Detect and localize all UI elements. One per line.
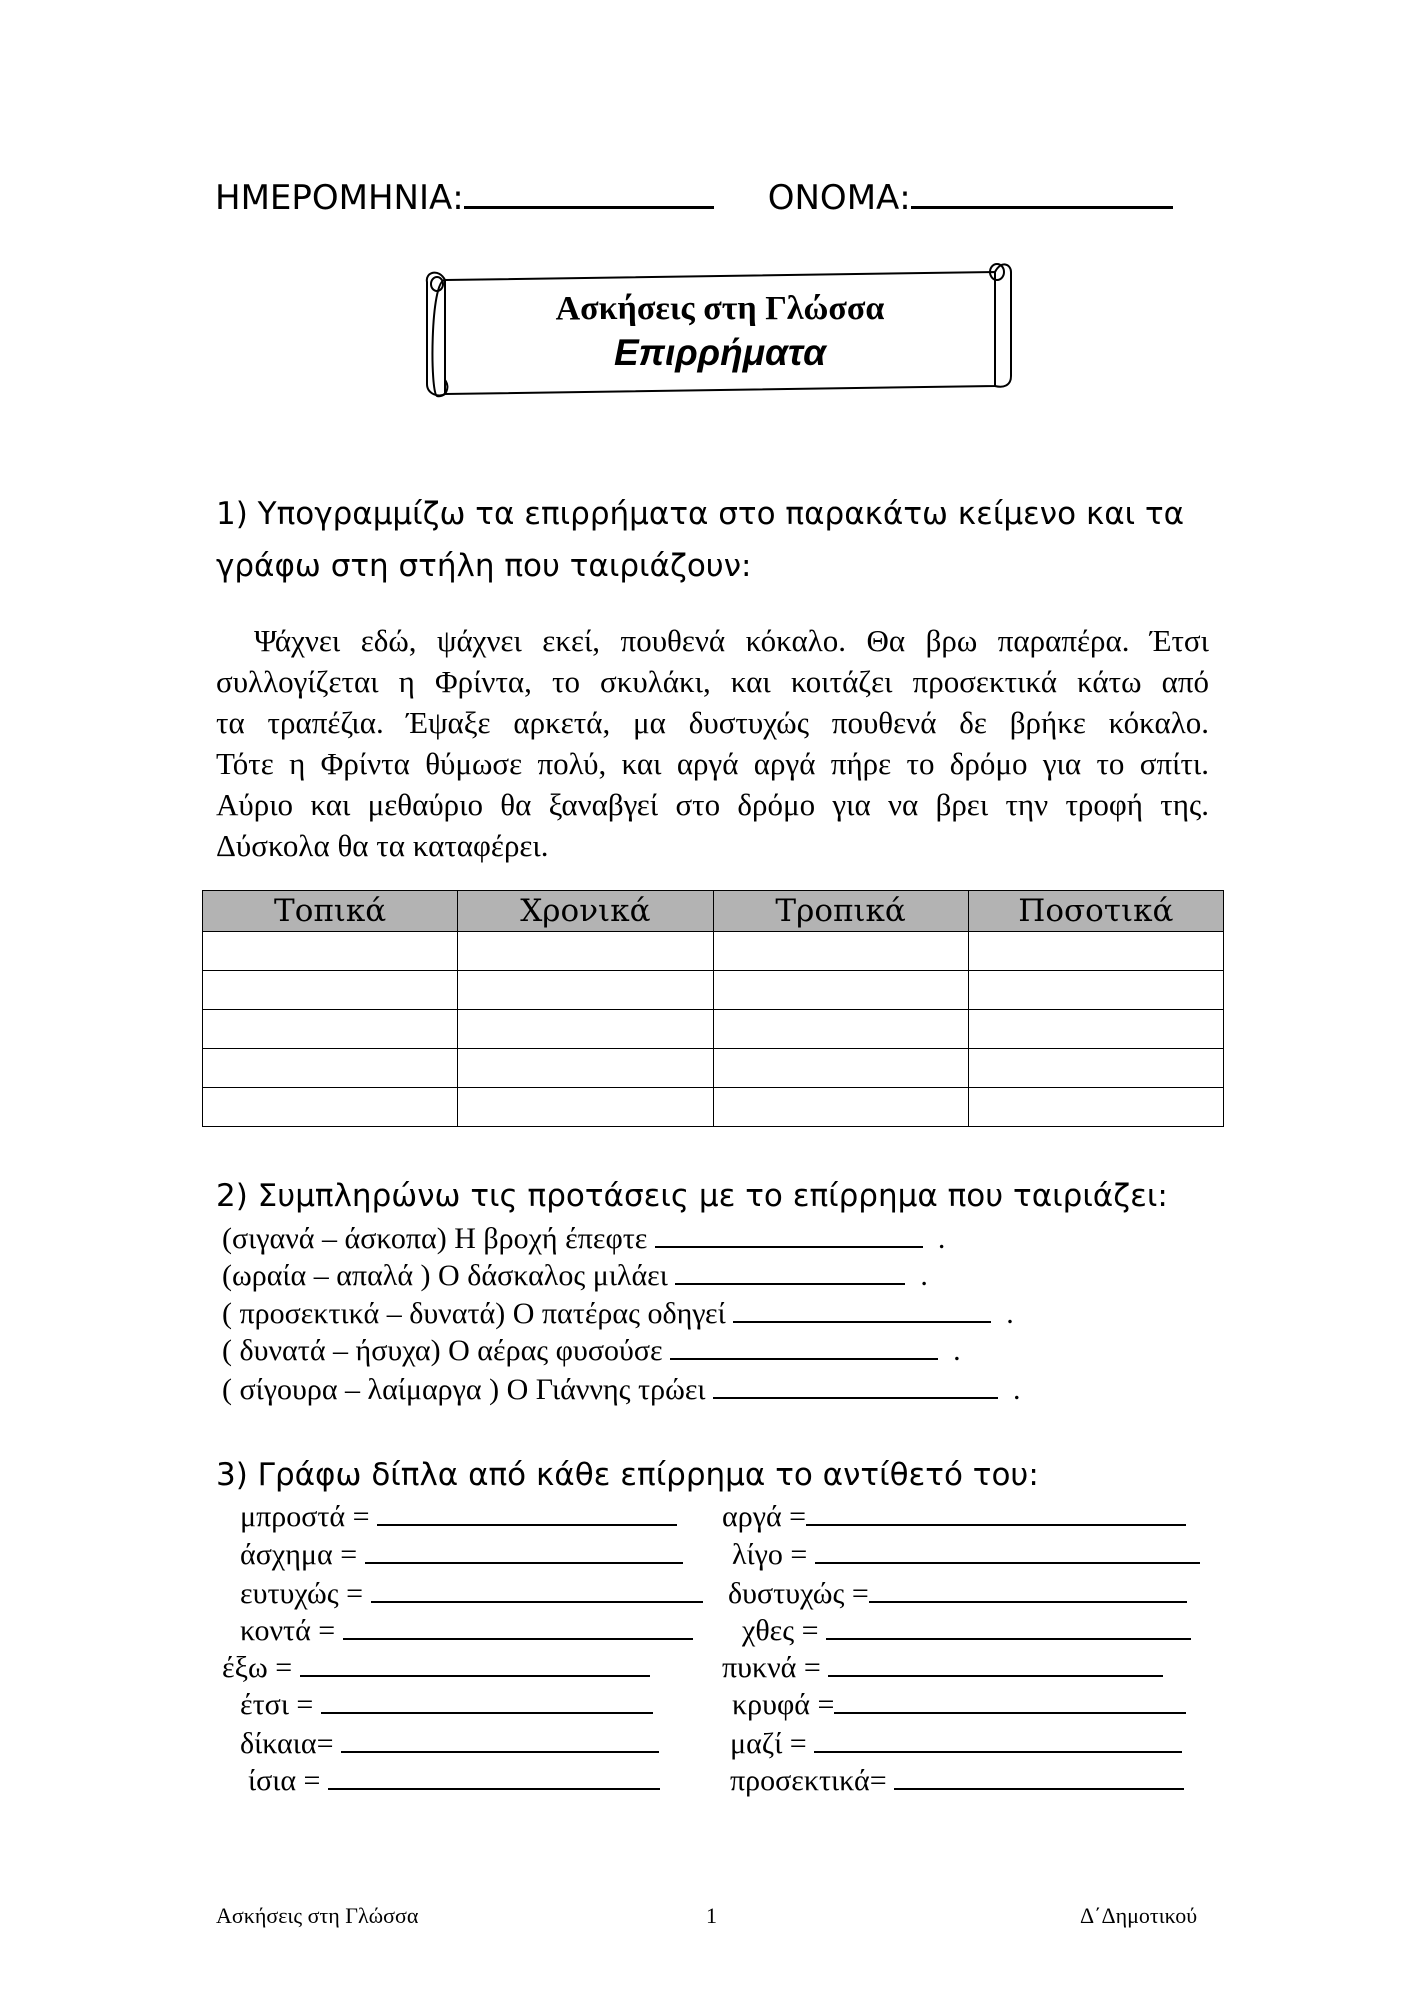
answer-blank[interactable] bbox=[321, 1690, 653, 1714]
passage-line: τα τραπέζια. Έψαξε αρκετά, μα δυστυχώς πουθενά δε βρήκε κόκαλο. bbox=[216, 705, 1209, 740]
banner-title: Ασκήσεις στη Γλώσσα bbox=[555, 290, 885, 327]
answer-blank[interactable] bbox=[713, 1375, 998, 1399]
table-cell[interactable] bbox=[968, 932, 1223, 971]
sentence-period: . bbox=[1006, 1297, 1014, 1330]
table-cell[interactable] bbox=[203, 1010, 458, 1049]
table-cell[interactable] bbox=[458, 1088, 713, 1127]
adverb-label: δυστυχώς = bbox=[728, 1577, 869, 1610]
passage-line: Αύριο και μεθαύριο θα ξαναβγεί στο δρόμο για να βρει την τροφή της. bbox=[216, 787, 1209, 822]
answer-blank[interactable] bbox=[806, 1502, 1186, 1526]
passage-line: Δύσκολα θα τα καταφέρει. bbox=[216, 828, 549, 863]
antonym-item bbox=[240, 1614, 693, 1648]
footer-title: Ασκήσεις στη Γλώσσα bbox=[216, 1903, 419, 1928]
sentence-text: ( δυνατά – ήσυχα) Ο αέρας φυσούσε bbox=[222, 1334, 663, 1367]
answer-blank[interactable] bbox=[343, 1616, 693, 1640]
antonym-item bbox=[240, 1577, 703, 1611]
answer-blank[interactable] bbox=[328, 1766, 660, 1790]
sentence-text: (ωραία – απαλά ) Ο δάσκαλος μιλάει bbox=[222, 1259, 668, 1292]
adverb-label: πυκνά = bbox=[722, 1651, 821, 1684]
adverb-label: ευτυχώς = bbox=[240, 1577, 364, 1610]
table-cell[interactable] bbox=[458, 1010, 713, 1049]
adverb-label: προσεκτικά= bbox=[730, 1764, 887, 1797]
answer-blank[interactable] bbox=[834, 1690, 1186, 1714]
sentence-period: . bbox=[920, 1259, 928, 1292]
adverb-classification-table bbox=[202, 890, 1224, 1127]
header-tropika: Τροπικά bbox=[713, 891, 968, 932]
sentence-text: (σιγανά – άσκοπα) Η βροχή έπεφτε bbox=[222, 1222, 648, 1255]
antonym-item bbox=[730, 1727, 1182, 1761]
header-xronika: Χρονικά bbox=[458, 891, 713, 932]
antonym-item bbox=[742, 1614, 1191, 1648]
sentence-item bbox=[222, 1334, 961, 1368]
antonym-item bbox=[732, 1538, 1200, 1572]
table-cell[interactable] bbox=[713, 932, 968, 971]
sentence-item bbox=[222, 1222, 945, 1256]
table-row bbox=[203, 1049, 1224, 1088]
adverb-label: λίγο = bbox=[732, 1538, 808, 1571]
table-cell[interactable] bbox=[968, 1010, 1223, 1049]
antonym-item bbox=[240, 1727, 659, 1761]
header-posotika: Ποσοτικά bbox=[968, 891, 1223, 932]
exercise2-instruction: 2) Συμπληρώνω τις προτάσεις με το επίρρημα που ταιριάζει: bbox=[216, 1178, 1168, 1214]
answer-blank[interactable] bbox=[869, 1579, 1187, 1603]
table-cell[interactable] bbox=[458, 932, 713, 971]
sentence-period: . bbox=[1013, 1373, 1021, 1406]
antonym-item bbox=[730, 1764, 1184, 1798]
adverb-label: έτσι = bbox=[240, 1688, 314, 1721]
adverb-label: άσχημα = bbox=[240, 1538, 358, 1571]
table-row bbox=[203, 971, 1224, 1010]
sentence-period: . bbox=[953, 1334, 961, 1367]
antonym-item bbox=[240, 1688, 653, 1722]
exercise1-instruction-cont: γράφω στη στήλη που ταιριάζουν: bbox=[216, 548, 752, 584]
sentence-text: ( σίγουρα – λαίμαργα ) Ο Γιάννης τρώει bbox=[222, 1373, 706, 1406]
answer-blank[interactable] bbox=[815, 1540, 1200, 1564]
adverb-label: έξω = bbox=[222, 1651, 293, 1684]
table-cell[interactable] bbox=[968, 1049, 1223, 1088]
table-cell[interactable] bbox=[713, 1088, 968, 1127]
answer-blank[interactable] bbox=[675, 1261, 905, 1285]
table-cell[interactable] bbox=[713, 1010, 968, 1049]
passage-line: Ψάχνει εδώ, ψάχνει εκεί, πουθενά κόκαλο. Θα βρω παραπέρα. Έτσι bbox=[254, 623, 1209, 658]
table-cell[interactable] bbox=[968, 971, 1223, 1010]
table-cell[interactable] bbox=[203, 1049, 458, 1088]
header-topika: Τοπικά bbox=[203, 891, 458, 932]
answer-blank[interactable] bbox=[377, 1502, 677, 1526]
table-cell[interactable] bbox=[203, 932, 458, 971]
table-cell[interactable] bbox=[203, 971, 458, 1010]
adverb-label: κοντά = bbox=[240, 1614, 336, 1647]
passage-line: Τότε η Φρίντα θύμωσε πολύ, και αργά αργά πήρε το δρόμο για το σπίτι. bbox=[216, 746, 1209, 781]
date-label: ΗΜΕΡΟΜΗΝΙΑ: bbox=[215, 178, 464, 218]
header-line bbox=[215, 178, 1173, 218]
table-row bbox=[203, 1010, 1224, 1049]
answer-blank[interactable] bbox=[300, 1653, 650, 1677]
adverb-label: κρυφά = bbox=[732, 1688, 835, 1721]
table-cell[interactable] bbox=[713, 971, 968, 1010]
sentence-item bbox=[222, 1259, 928, 1293]
scroll-banner bbox=[415, 258, 1015, 398]
date-field[interactable] bbox=[464, 202, 714, 209]
answer-blank[interactable] bbox=[341, 1729, 659, 1753]
sentence-item bbox=[222, 1373, 1021, 1407]
antonym-item bbox=[728, 1577, 1187, 1611]
antonym-item bbox=[722, 1500, 1186, 1534]
table-row bbox=[203, 1088, 1224, 1127]
antonym-item bbox=[732, 1688, 1186, 1722]
answer-blank[interactable] bbox=[365, 1540, 683, 1564]
name-label: ΟΝΟΜΑ: bbox=[767, 178, 911, 218]
table-row bbox=[203, 932, 1224, 971]
antonym-item bbox=[248, 1764, 660, 1798]
table-cell[interactable] bbox=[458, 1049, 713, 1088]
answer-blank[interactable] bbox=[655, 1224, 923, 1248]
table-cell[interactable] bbox=[713, 1049, 968, 1088]
adverb-label: μαζί = bbox=[730, 1727, 807, 1760]
table-cell[interactable] bbox=[458, 971, 713, 1010]
answer-blank[interactable] bbox=[814, 1729, 1182, 1753]
adverb-label: χθες = bbox=[742, 1614, 819, 1647]
answer-blank[interactable] bbox=[828, 1653, 1163, 1677]
answer-blank[interactable] bbox=[670, 1336, 938, 1360]
adverb-label: μπροστά = bbox=[240, 1500, 370, 1533]
reading-passage bbox=[216, 620, 1209, 866]
passage-line: συλλογίζεται η Φρίντα, το σκυλάκι, και κοιτάζει προσεκτικά κάτω από bbox=[216, 664, 1209, 699]
footer-page-number: 1 bbox=[706, 1903, 717, 1928]
answer-blank[interactable] bbox=[826, 1616, 1191, 1640]
exercise1-instruction: 1) Υπογραμμίζω τα επιρρήματα στο παρακάτω κείμενο και τα bbox=[216, 496, 1185, 532]
answer-blank[interactable] bbox=[894, 1766, 1184, 1790]
banner-subtitle: Επιρρήματα bbox=[613, 332, 827, 373]
name-field[interactable] bbox=[911, 202, 1173, 209]
answer-blank[interactable] bbox=[371, 1579, 703, 1603]
antonym-item bbox=[722, 1651, 1163, 1685]
adverb-label: αργά = bbox=[722, 1500, 807, 1533]
sentence-item bbox=[222, 1297, 1014, 1331]
table-cell[interactable] bbox=[968, 1088, 1223, 1127]
answer-blank[interactable] bbox=[733, 1299, 991, 1323]
adverb-label: ίσια = bbox=[248, 1764, 321, 1797]
adverb-label: δίκαια= bbox=[240, 1727, 334, 1760]
antonym-item bbox=[222, 1651, 650, 1685]
table-cell[interactable] bbox=[203, 1088, 458, 1127]
sentence-text: ( προσεκτικά – δυνατά) Ο πατέρας οδηγεί bbox=[222, 1297, 726, 1330]
antonym-item bbox=[240, 1500, 677, 1534]
sentence-period: . bbox=[937, 1222, 946, 1255]
footer-grade: Δ΄Δημοτικού bbox=[1080, 1903, 1198, 1928]
antonym-item bbox=[240, 1538, 683, 1572]
table-header-row bbox=[203, 891, 1224, 932]
exercise3-instruction: 3) Γράφω δίπλα από κάθε επίρρημα το αντίθετό του: bbox=[216, 1457, 1039, 1493]
